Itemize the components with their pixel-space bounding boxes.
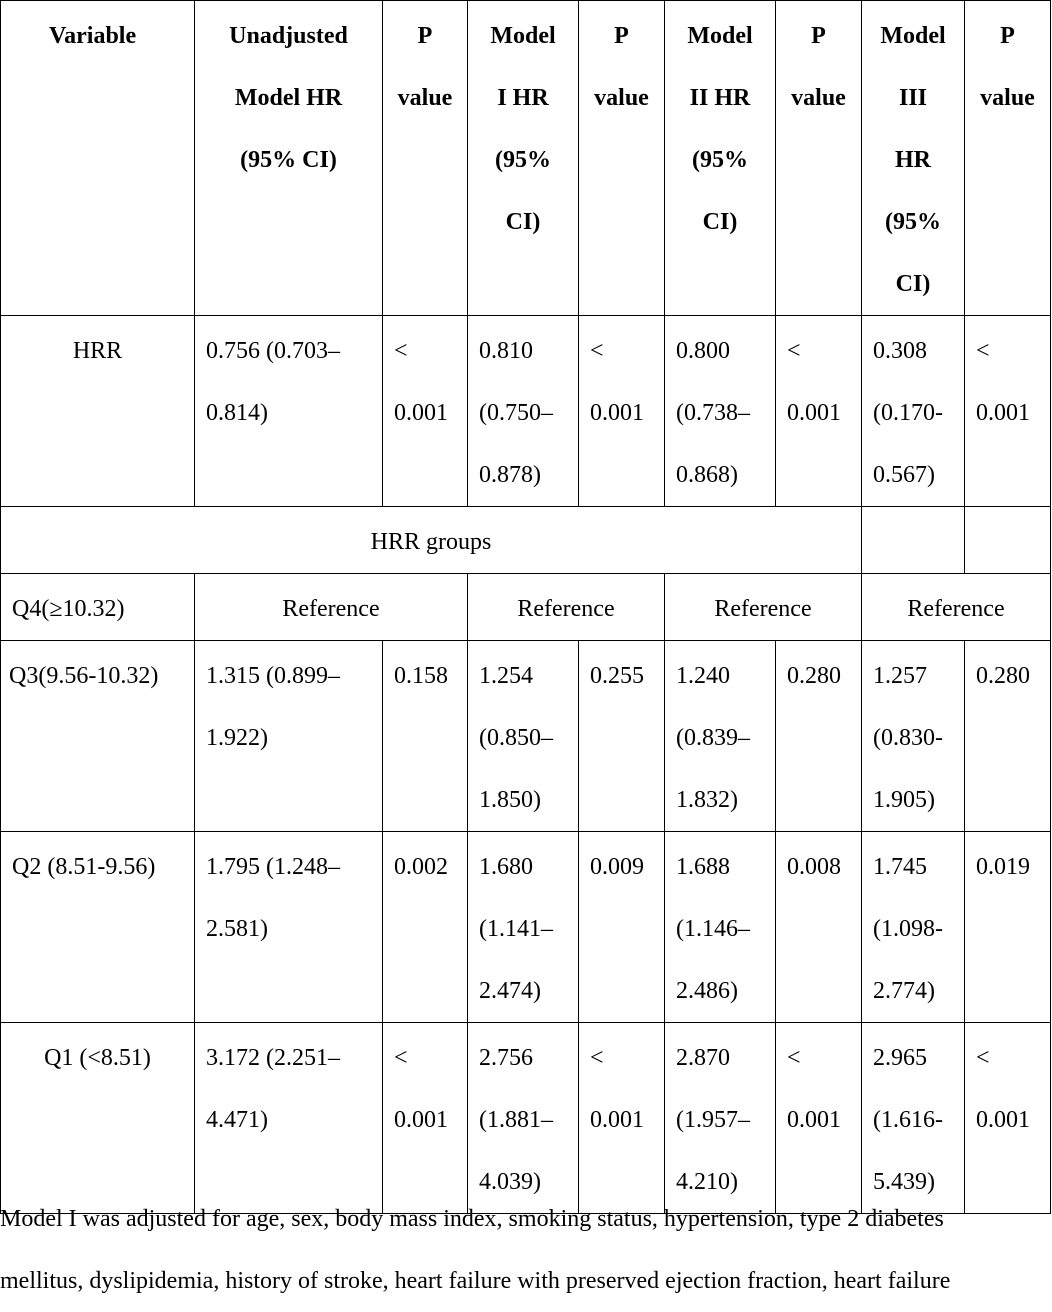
- cell-hrr-model1: [468, 316, 579, 507]
- cell-line: 2.756: [479, 1045, 533, 1071]
- cell-line: 0.814): [206, 400, 268, 426]
- cell-line: 1.257: [873, 663, 927, 689]
- cell-line: value: [594, 85, 649, 111]
- cell-q1-p1: [383, 1023, 468, 1214]
- cell-line: P: [614, 23, 629, 49]
- cell-line: 1.745: [873, 854, 927, 880]
- cell-line: (0.830-: [873, 725, 943, 751]
- cell-line: 4.471): [206, 1107, 268, 1133]
- header-p-value-4: [965, 1, 1051, 316]
- cell-line: <: [394, 1045, 408, 1071]
- cell-line: (0.750–: [479, 400, 553, 426]
- cell-line: 1.850): [479, 787, 541, 813]
- cell-line: I HR: [497, 85, 549, 111]
- header-model-2: [665, 1, 776, 316]
- row-label-q1: Q1 (<8.51): [1, 1023, 195, 1214]
- cell-line: 2.870: [676, 1045, 730, 1071]
- cell-q2-model1: [468, 832, 579, 1023]
- cell-line: (1.098-: [873, 916, 943, 942]
- header-model-3: [862, 1, 965, 316]
- cell-line: 0.868): [676, 462, 738, 488]
- cell-groups-empty-1: [862, 507, 965, 574]
- cell-hrr-p2: [579, 316, 665, 507]
- cell-line: Unadjusted: [229, 23, 348, 49]
- cell-line: 5.439): [873, 1169, 935, 1195]
- table-row-q4: [1, 574, 1051, 641]
- cell-line: 1.240: [676, 663, 730, 689]
- cell-line: value: [397, 85, 453, 111]
- cell-line: 2.774): [873, 978, 935, 1004]
- cell-line: (1.881–: [479, 1107, 553, 1133]
- cell-q1-p2: [579, 1023, 665, 1214]
- cell-line: (0.738–: [676, 400, 750, 426]
- cell-line: 2.581): [206, 916, 268, 942]
- header-model-1: [468, 1, 579, 316]
- cell-line: 1.315 (0.899–: [206, 663, 340, 689]
- cell-line: Model: [880, 23, 946, 49]
- cell-line: (1.616-: [873, 1107, 943, 1133]
- table-footnote: [0, 1188, 1052, 1312]
- cell-line: 0.810: [479, 338, 533, 364]
- cell-line: CI): [895, 271, 931, 297]
- cell-hrr-p1: [383, 316, 468, 507]
- cell-q3-p1: 0.158: [383, 641, 468, 832]
- footnote-line-1: Model I was adjusted for age, sex, body mass index, smoking status, hypertension, type 2 diabetes: [0, 1206, 944, 1232]
- cell-q4-reference-model3: Reference: [862, 574, 1051, 641]
- table-row-q1: [1, 1023, 1051, 1214]
- cell-line: 0.001: [394, 400, 448, 426]
- cell-line: value: [791, 85, 846, 111]
- cell-q2-model3: [862, 832, 965, 1023]
- cell-line: 1.905): [873, 787, 935, 813]
- cell-hrr-model2: [665, 316, 776, 507]
- cell-line: P: [1000, 23, 1015, 49]
- cell-q2-model2: [665, 832, 776, 1023]
- cell-line: 4.210): [676, 1169, 738, 1195]
- cell-q2-p4: 0.019: [965, 832, 1051, 1023]
- header-variable: Variable: [1, 1, 195, 316]
- cell-hrr-p4: [965, 316, 1051, 507]
- cell-line: 1.922): [206, 725, 268, 751]
- cell-line: II HR: [689, 85, 751, 111]
- cell-line: (1.957–: [676, 1107, 750, 1133]
- cell-line: (0.839–: [676, 725, 750, 751]
- cell-q1-model3: [862, 1023, 965, 1214]
- cell-q3-p2: 0.255: [579, 641, 665, 832]
- cell-line: CI): [702, 209, 738, 235]
- cell-q3-unadjusted: [195, 641, 383, 832]
- table-row-q3: [1, 641, 1051, 832]
- cell-line: 4.039): [479, 1169, 541, 1195]
- cell-line: (95%: [885, 209, 941, 235]
- cell-q3-p4: 0.280: [965, 641, 1051, 832]
- cell-line: 0.001: [976, 1107, 1030, 1133]
- row-label-q2: Q2 (8.51-9.56): [1, 832, 195, 1023]
- cell-line: Model HR: [234, 85, 343, 111]
- cell-line: 3.172 (2.251–: [206, 1045, 340, 1071]
- cell-line: (95%: [692, 147, 748, 173]
- cell-line: III: [898, 85, 928, 111]
- cell-line: 0.001: [976, 400, 1030, 426]
- cell-line: (0.170-: [873, 400, 943, 426]
- cell-line: 0.567): [873, 462, 935, 488]
- cell-line: 0.756 (0.703–: [206, 338, 340, 364]
- cell-line: <: [976, 338, 990, 364]
- cell-q2-p2: 0.009: [579, 832, 665, 1023]
- cell-line: 1.688: [676, 854, 730, 880]
- cell-q2-p3: 0.008: [776, 832, 862, 1023]
- cell-line: 2.486): [676, 978, 738, 1004]
- cell-line: 1.254: [479, 663, 533, 689]
- cell-q3-model1: [468, 641, 579, 832]
- cell-q4-reference-model2: Reference: [665, 574, 862, 641]
- cell-q1-unadjusted: [195, 1023, 383, 1214]
- cell-q4-reference-unadjusted: Reference: [195, 574, 468, 641]
- cell-q2-p1: 0.002: [383, 832, 468, 1023]
- header-row: [1, 1, 1051, 316]
- cell-line: <: [976, 1045, 990, 1071]
- cell-line: <: [590, 338, 604, 364]
- cell-line: (1.141–: [479, 916, 553, 942]
- cell-q1-p3: [776, 1023, 862, 1214]
- cell-line: <: [394, 338, 408, 364]
- cell-line: 2.474): [479, 978, 541, 1004]
- cell-line: Model: [490, 23, 556, 49]
- cell-line: <: [590, 1045, 604, 1071]
- cell-line: (95% CI): [240, 147, 337, 173]
- cell-line: 0.800: [676, 338, 730, 364]
- cell-hrr-unadjusted: [195, 316, 383, 507]
- cell-line: 0.001: [590, 1107, 644, 1133]
- cell-hrr-p3: [776, 316, 862, 507]
- table-row-q2: [1, 832, 1051, 1023]
- header-p-value-2: [579, 1, 665, 316]
- cell-line: HR: [895, 147, 931, 173]
- cell-line: (95%: [495, 147, 551, 173]
- cell-line: P: [811, 23, 826, 49]
- row-label-q4: Q4(≥10.32): [1, 574, 195, 641]
- cell-line: Model: [687, 23, 753, 49]
- row-label-q3: Q3(9.56-10.32): [1, 641, 195, 832]
- cell-line: 0.001: [394, 1107, 448, 1133]
- cell-line: 0.308: [873, 338, 927, 364]
- cell-line: (0.850–: [479, 725, 553, 751]
- cell-line: (1.146–: [676, 916, 750, 942]
- cell-q2-unadjusted: [195, 832, 383, 1023]
- row-label-hrr: HRR: [1, 316, 195, 507]
- cell-line: 1.832): [676, 787, 738, 813]
- cell-line: CI): [505, 209, 541, 235]
- cell-line: 0.001: [787, 1107, 841, 1133]
- cell-line: 0.878): [479, 462, 541, 488]
- cell-line: 0.001: [787, 400, 841, 426]
- cell-line: 1.795 (1.248–: [206, 854, 340, 880]
- header-p-value-1: [383, 1, 468, 316]
- cell-q4-reference-model1: Reference: [468, 574, 665, 641]
- table-row-groups: [1, 507, 1051, 574]
- footnote-line-2: mellitus, dyslipidemia, history of stroke, heart failure with preserved ejection fraction, heart failure: [0, 1268, 951, 1294]
- cell-groups-empty-2: [965, 507, 1051, 574]
- header-unadjusted: [195, 1, 383, 316]
- cell-line: value: [980, 85, 1035, 111]
- cell-line: 0.001: [590, 400, 644, 426]
- cell-line: 2.965: [873, 1045, 927, 1071]
- cell-line: P: [417, 23, 433, 49]
- cell-line: <: [787, 1045, 801, 1071]
- section-label-hrr-groups: HRR groups: [1, 507, 862, 574]
- cell-q3-p3: 0.280: [776, 641, 862, 832]
- cell-line: 1.680: [479, 854, 533, 880]
- cell-line: <: [787, 338, 801, 364]
- cell-q3-model2: [665, 641, 776, 832]
- cell-q1-model1: [468, 1023, 579, 1214]
- table-row-hrr: [1, 316, 1051, 507]
- cell-q1-model2: [665, 1023, 776, 1214]
- cell-q3-model3: [862, 641, 965, 832]
- cell-q1-p4: [965, 1023, 1051, 1214]
- header-p-value-3: [776, 1, 862, 316]
- cell-hrr-model3: [862, 316, 965, 507]
